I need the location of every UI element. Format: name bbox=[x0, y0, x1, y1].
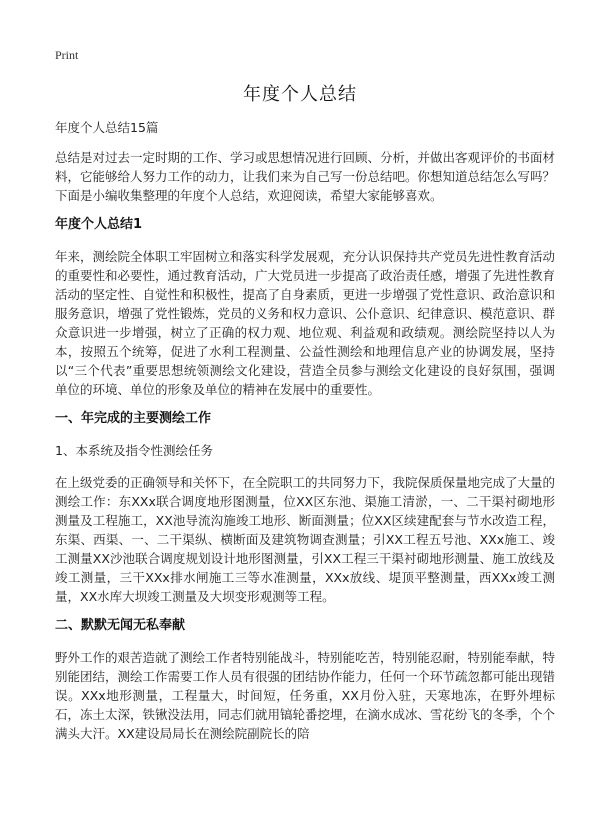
section-paragraph: 野外工作的艰苦造就了测绘工作者特别能战斗，特别能吃苦，特别能忍耐，特别能奉献，特别能团结，测绘工作需要工作人员有很强的团结协作能力，任何一个环节疏忽都可能出现错误。XXx地形测量，工程量大，时间短，任务重，XX月份入驻，天寒地冻，在野外埋标石，冻土太深，铁锹没法用，同志们就用镐轮番挖埋，在滴水成冰、雪花纷飞的冬季，个个满头大汗。XX建设局局长在测绘院副院长的陪 bbox=[55, 650, 556, 741]
section-paragraph: 年来，测绘院全体职工牢固树立和落实科学发展观，充分认识保持共产党员先进性教育活动的重要性和必要性，通过教育活动，广大党员进一步提高了政治责任感，增强了先进性教育活动的坚定性、自觉性和积极性，提高了自身素质，更进一步增强了党性意识、政治意识和服务意识，增强了党性锻炼，党员的义务和权力意识、公仆意识、纪律意识、模范意识、群众意识进一步增强，树立了正确的权力观、地位观、利益观和政绩观。测绘院坚持以人为本，按照五个统筹，促进了水利工程测量、公益性测绘和地理信息产业的协调发展，坚持以“三个代表”重要思想统领测绘文化建设，营造全员参与测绘文化建设的良好氛围，强调单位的环境、单位的形象及单位的精神在发展中的重要性。 bbox=[55, 249, 556, 397]
print-label: Print bbox=[55, 48, 79, 62]
document-body bbox=[55, 118, 555, 753]
page-title: 年度个人总结 bbox=[243, 84, 357, 105]
intro-paragraph: 总结是对过去一定时期的工作、学习或思想情况进行回顾、分析，并做出客观评价的书面材料，它能够给人努力工作的动力，让我们来为自己写一份总结吧。你想知道总结怎么写吗？下面是小编收集整理的年度个人总结，欢迎阅读，希望大家能够喜欢。 bbox=[55, 150, 556, 203]
section-heading: 二、默默无闻无私奉献 bbox=[55, 618, 186, 633]
document-subtitle: 年度个人总结15篇 bbox=[55, 120, 159, 135]
section-heading: 年度个人总结1 bbox=[55, 217, 143, 232]
section-subheading: 1、本系统及指令性测绘任务 bbox=[55, 443, 213, 458]
section-paragraph: 在上级党委的正确领导和关怀下，在全院职工的共同努力下，我院保质保量地完成了大量的测绘工作：东XXx联合调度地形图测量，位XX区东池、渠施工清淤，一、二干渠衬砌地形测量及工程施工，XX池导流沟施竣工地形、断面测量；位XX区续建配套与节水改造工程，东渠、西渠、一、二干渠纵、横断面及建筑物调查测量；引XX工程五号池、XXx施工、竣工测量XX沙池联合调度规划设计地形图测量，引XX工程三干渠衬砌地形测量、施工放线及竣工测量，三干XXx排水闸施工三等水准测量，XXx放线、堤顶平整测量，西XXx竣工测量，XX水库大坝竣工测量及大坝变形观测等工程。 bbox=[55, 475, 556, 604]
section-heading: 一、年完成的主要测绘工作 bbox=[55, 411, 212, 426]
